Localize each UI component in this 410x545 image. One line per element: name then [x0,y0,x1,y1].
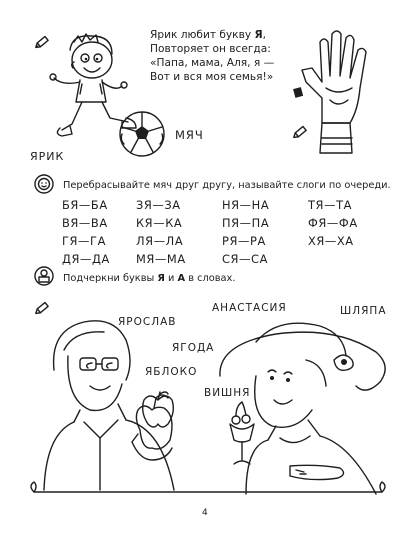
child-face-icon [34,174,54,194]
page-number: 4 [202,508,208,518]
syllable-cell: ЛЯ—ЛА [136,234,184,248]
cherry-icon [222,400,262,470]
syllable-cell: ТЯ—ТА [308,198,353,212]
pencil-icon [292,124,310,140]
word-anastasia: АНАСТАСИЯ [212,302,287,314]
syllable-cell: ВЯ—ВА [62,216,108,230]
highlight-letter: А [177,273,186,284]
syllable-cell: РЯ—РА [222,234,266,248]
syllable-cell: МЯ—МА [136,252,186,266]
poem [150,28,274,84]
poem-line-4: Вот и вся моя семья!» [150,71,274,83]
ball-icon [118,110,166,158]
syllable-cell: НЯ—НА [222,198,270,212]
syllable-cell: ПЯ—ПА [222,216,270,230]
syllable-cell [308,252,392,267]
syllable-cell: БЯ—БА [62,198,108,212]
syllable-cell: ХЯ—ХА [308,234,354,248]
syllable-cell: ДЯ—ДА [62,252,110,266]
apple-icon [140,390,176,430]
word-shlyapa: ШЛЯПА [340,305,387,317]
decorative-line [28,482,388,502]
word-yaroslav: ЯРОСЛАВ [118,316,177,328]
highlight-letter: Я [157,273,165,284]
syllable-cell: ФЯ—ФА [308,216,358,230]
word-yabloko: ЯБЛОКО [145,366,198,378]
exercise2-instruction: Подчеркни буквы Я и А в словах. [63,273,236,284]
word-yagoda: ЯГОДА [172,342,215,354]
boy-name-label: ЯРИК [30,150,65,163]
child-writing-icon [34,266,54,286]
syllable-cell: КЯ—КА [136,216,183,230]
highlight-letter: Я [254,29,263,41]
glove-icon [282,28,382,160]
ball-word-label: МЯЧ [175,128,204,142]
syllable-grid [62,198,392,267]
exercise1-instruction: Перебрасывайте мяч друг другу, называйте слоги по очереди. [63,180,391,191]
poem-line-3: «Папа, мама, Аля, я — [150,57,275,69]
poem-line-1: Ярик любит букву Я, [150,29,267,41]
poem-line-2: Повторяет он всегда: [150,43,271,55]
syllable-cell: ГЯ—ГА [62,234,106,248]
syllable-cell: СЯ—СА [222,252,269,266]
syllable-cell: ЗЯ—ЗА [136,198,181,212]
word-vishnya: ВИШНЯ [204,387,251,399]
